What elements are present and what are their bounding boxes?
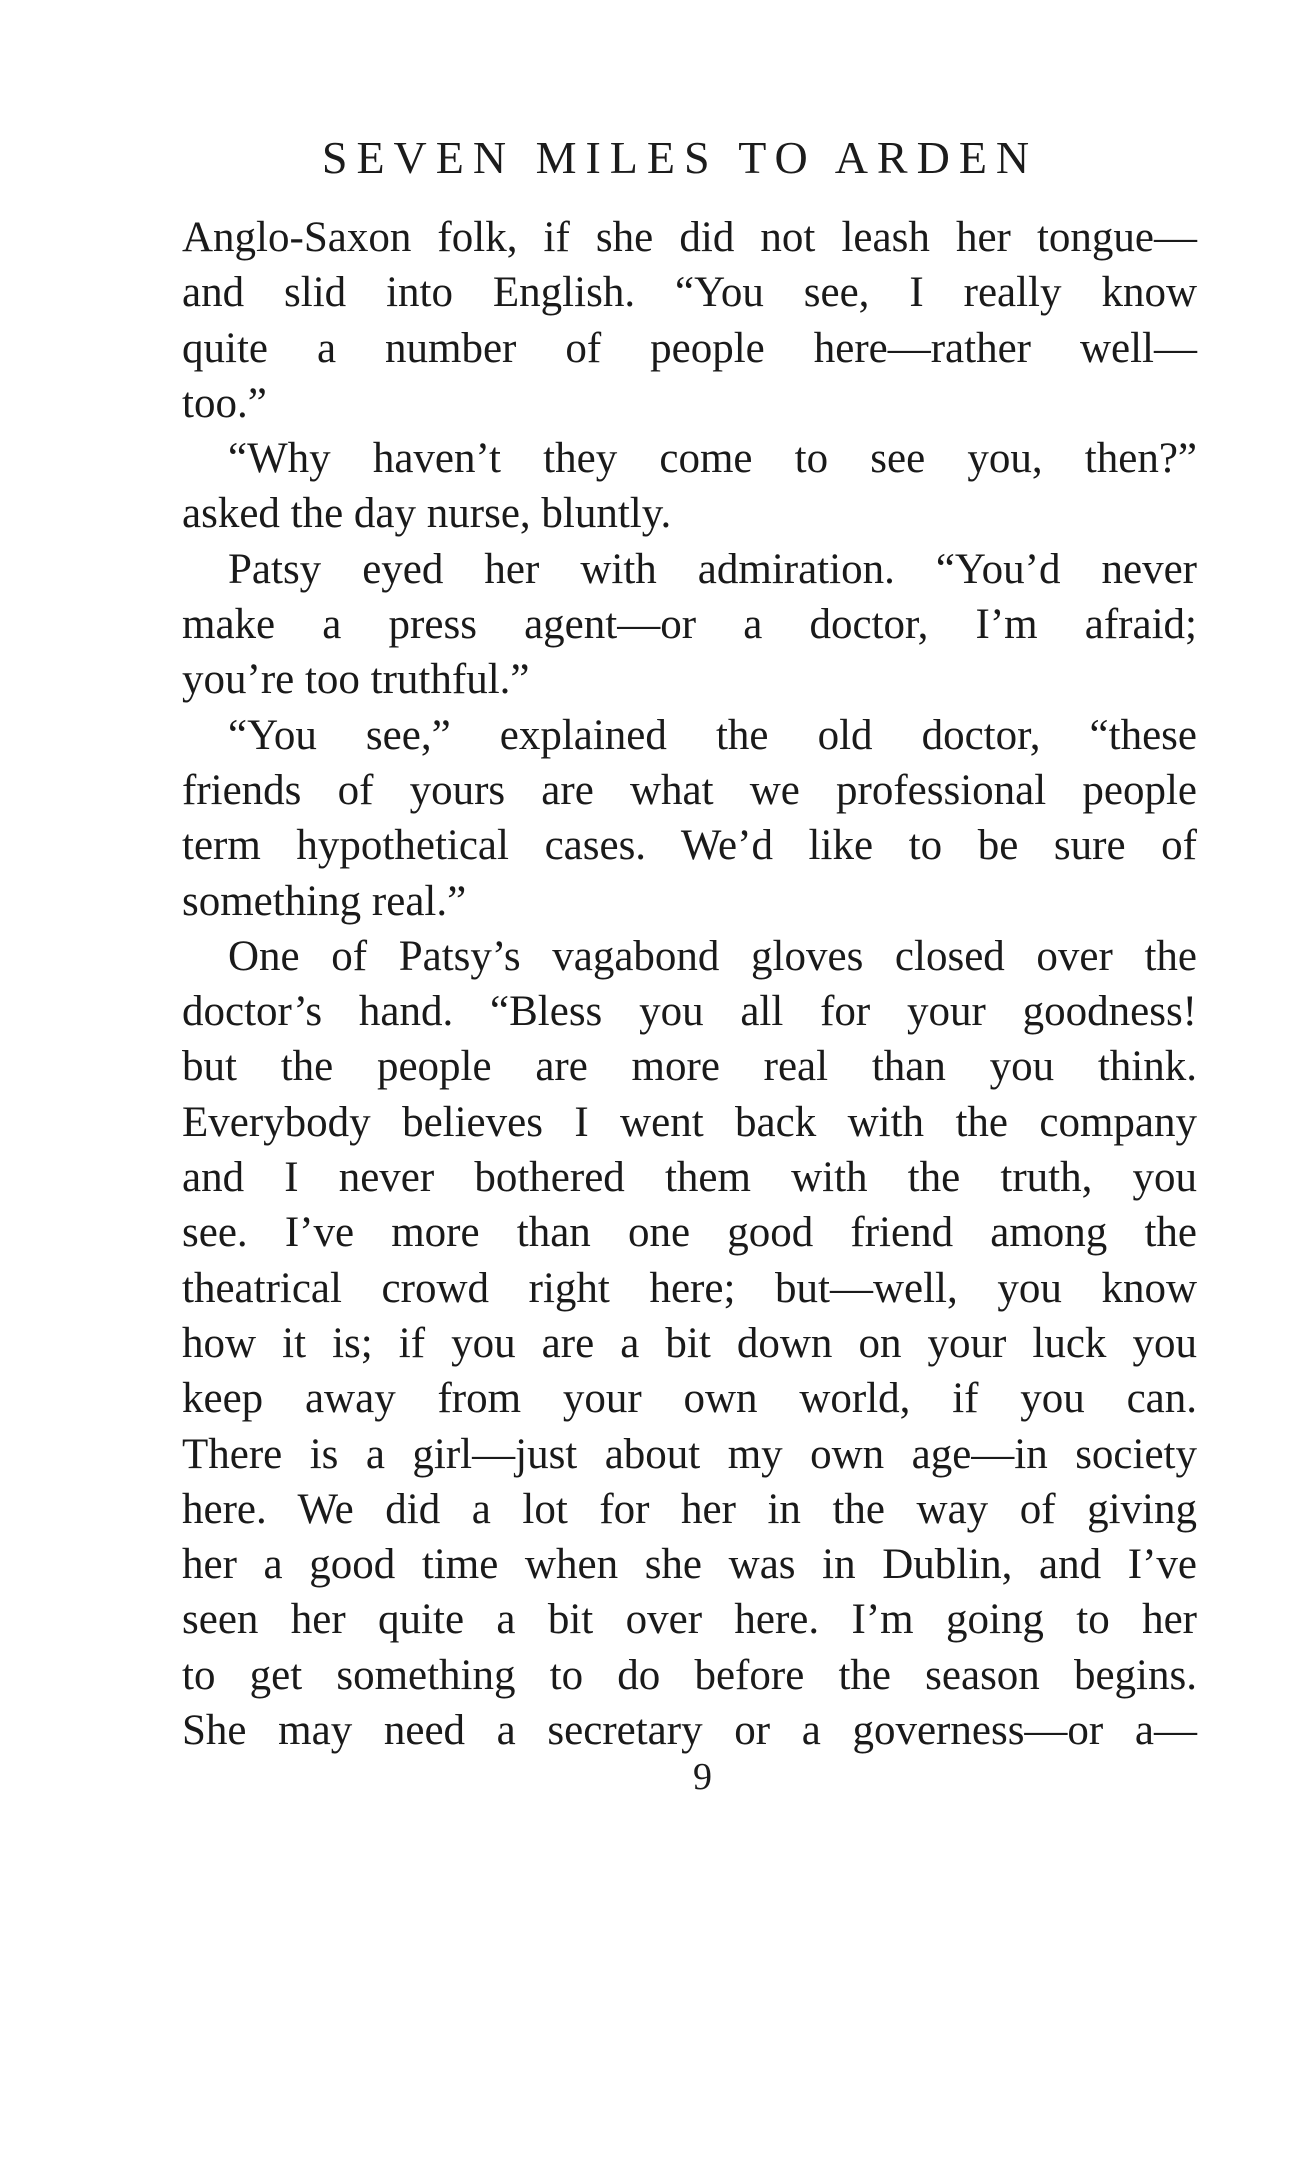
text-line: but the people are more real than you think. (182, 1043, 1197, 1091)
text-line: something real.” (182, 877, 467, 925)
text-line: here. We did a lot for her in the way of giving (182, 1485, 1197, 1533)
text-line: see. I’ve more than one good friend among the (182, 1209, 1197, 1257)
text-line: keep away from your own world, if you can. (182, 1375, 1197, 1423)
text-line: Anglo-Saxon folk, if she did not leash her tongue— (182, 214, 1197, 261)
text-line: She may need a secretary or a governess—or a— (182, 1707, 1197, 1755)
text-line: and I never bothered them with the truth, you (182, 1154, 1197, 1202)
text-line: and slid into English. “You see, I really know (182, 269, 1197, 317)
text-line: theatrical crowd right here; but—well, you know (182, 1264, 1197, 1312)
text-line: “Why haven’t they come to see you, then?” (228, 435, 1197, 483)
text-line: “You see,” explained the old doctor, “these (228, 711, 1197, 759)
text-line: asked the day nurse, bluntly. (182, 490, 672, 538)
text-line: There is a girl—just about my own age—in society (182, 1430, 1197, 1478)
text-line: doctor’s hand. “Bless you all for your goodness! (182, 988, 1197, 1036)
text-line: Patsy eyed her with admiration. “You’d never (228, 545, 1197, 593)
text-line: Everybody believes I went back with the company (182, 1098, 1197, 1146)
text-line: quite a number of people here—rather well— (182, 324, 1197, 372)
running-head: SEVEN MILES TO ARDEN (321, 132, 1039, 183)
text-line: her a good time when she was in Dublin, and I’ve (182, 1541, 1197, 1589)
page-number: 9 (693, 1756, 712, 1798)
text-line: how it is; if you are a bit down on your luck you (182, 1319, 1197, 1367)
text-line: One of Patsy’s vagabond gloves closed over the (228, 932, 1197, 980)
text-line: friends of yours are what we professional people (182, 766, 1197, 814)
text-line: too.” (182, 379, 267, 427)
text-line: seen her quite a bit over here. I’m going to her (182, 1596, 1197, 1644)
text-line: to get something to do before the season begins. (182, 1651, 1197, 1699)
text-line: term hypothetical cases. We’d like to be sure of (182, 822, 1197, 870)
text-line: make a press agent—or a doctor, I’m afraid; (182, 601, 1197, 649)
body-text (182, 210, 1197, 1758)
text-line: you’re too truthful.” (182, 656, 530, 704)
